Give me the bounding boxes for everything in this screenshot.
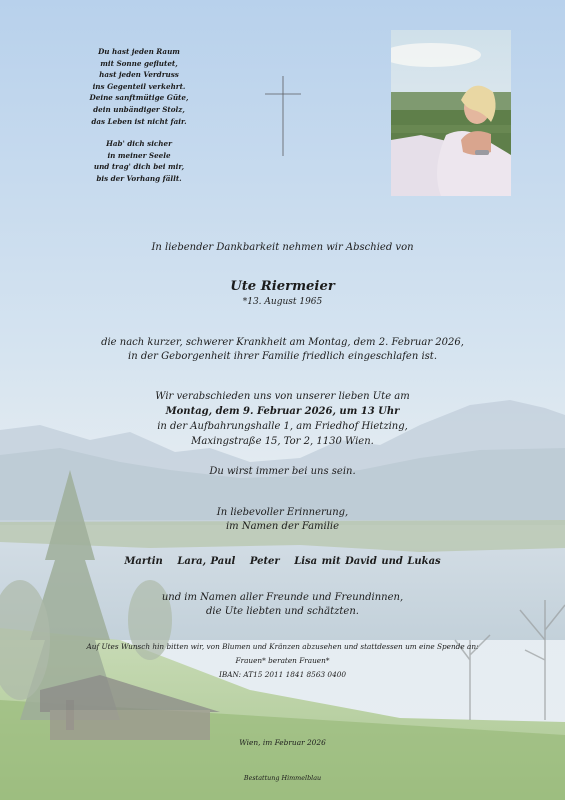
poem-line: bis der Vorhang fällt. xyxy=(96,173,182,183)
funeral-date: Montag, dem 9. Februar 2026, um 13 Uhr xyxy=(165,406,400,417)
deceased-name: Ute Riermeier xyxy=(230,279,335,294)
portrait-photo xyxy=(391,30,511,196)
passing-line: in der Geborgenheit ihrer Familie friedlich eingeschlafen ist. xyxy=(128,351,437,362)
memory-line: In liebevoller Erinnerung, xyxy=(216,507,349,518)
family-member: Lisa mit David und Lukas xyxy=(294,556,441,567)
poem-line: Deine sanftmütige Güte, xyxy=(89,93,189,103)
donation-text: Auf Utes Wunsch hin bitten wir, von Blumen und Kränzen abzusehen und stattdessen um eine Spende an: xyxy=(86,642,479,651)
undertaker-name: Bestattung Himmelblau xyxy=(243,774,322,782)
family-member: Lara, Paul xyxy=(177,556,236,567)
friends-line: die Ute liebten und schätzten. xyxy=(206,606,359,617)
funeral-address: Maxingstraße 15, Tor 2, 1130 Wien. xyxy=(191,436,374,447)
place-date: Wien, im Februar 2026 xyxy=(239,738,326,747)
memory-line: im Namen der Familie xyxy=(225,521,340,532)
friends-line: und im Namen aller Freunde und Freundinnen, xyxy=(161,592,404,603)
funeral-details xyxy=(0,389,565,449)
closing-line: Du wirst immer bei uns sein. xyxy=(209,466,356,477)
poem-stanza-1 xyxy=(64,46,214,127)
passing-notice xyxy=(0,336,565,364)
poem-line: ins Gegenteil verkehrt. xyxy=(92,81,186,91)
funeral-intro: Wir verabschieden uns von unserer lieben Ute am xyxy=(155,391,410,402)
poem-stanza-2 xyxy=(64,138,214,184)
poem-line: und trag' dich bei mir, xyxy=(93,162,185,172)
intro-text: In liebender Dankbarkeit nehmen wir Abschied von xyxy=(151,242,414,253)
family-member: Peter xyxy=(249,556,280,567)
donation-notice xyxy=(0,640,565,682)
passing-line: die nach kurzer, schwerer Krankheit am Montag, dem 2. Februar 2026, xyxy=(101,337,464,348)
funeral-location: in der Aufbahrungshalle 1, am Friedhof Hietzing, xyxy=(157,421,408,432)
family-members xyxy=(0,556,565,567)
family-member: Martin xyxy=(124,556,163,567)
poem-line: mit Sonne geflutet, xyxy=(100,58,178,68)
poem-line: Du hast jeden Raum xyxy=(98,47,180,56)
poem-line: das Leben ist nicht fair. xyxy=(91,116,187,126)
birth-date: *13. August 1965 xyxy=(242,297,323,307)
poem-line: dein unbändiger Stolz, xyxy=(93,104,185,114)
friends-text xyxy=(0,591,565,619)
donation-organization: Frauen* beraten Frauen* xyxy=(235,656,330,665)
memory-text xyxy=(0,506,565,534)
donation-iban: IBAN: AT15 2011 1841 8563 0400 xyxy=(219,670,346,679)
poem-line: Hab' dich sicher xyxy=(106,139,172,149)
cross-icon xyxy=(265,76,301,156)
poem xyxy=(64,46,214,185)
poem-line: hast jeden Verdruss xyxy=(99,70,179,80)
poem-line: in meiner Seele xyxy=(107,150,171,160)
